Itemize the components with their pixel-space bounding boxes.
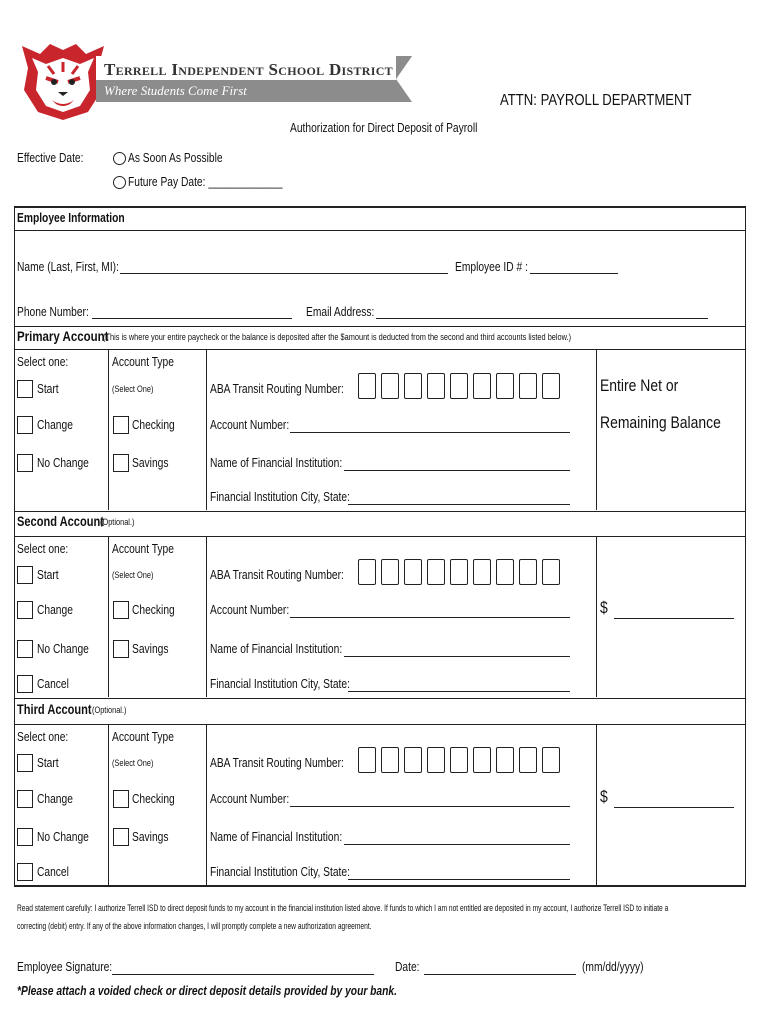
- select-one-paren: (Select One): [112, 758, 154, 768]
- email-label: Email Address:: [306, 305, 375, 319]
- district-name: Terrell Independent School District: [104, 60, 393, 79]
- change-label: Change: [37, 792, 73, 806]
- aba-digit-box[interactable]: [381, 559, 399, 585]
- aba-digit-box[interactable]: [450, 747, 468, 773]
- rule: [14, 724, 746, 725]
- third-no-change-checkbox[interactable]: [17, 828, 33, 846]
- savings-label: Savings: [132, 830, 169, 844]
- second-cancel-checkbox[interactable]: [17, 675, 33, 693]
- second-city-state-field[interactable]: [348, 691, 570, 692]
- start-label: Start: [37, 382, 59, 396]
- second-no-change-checkbox[interactable]: [17, 640, 33, 658]
- second-account-number-field[interactable]: [290, 617, 570, 618]
- rule: [14, 326, 746, 327]
- institution-label: Name of Financial Institution:: [210, 642, 343, 656]
- aba-label: ABA Transit Routing Number:: [210, 756, 344, 770]
- account-type-label: Account Type: [112, 542, 174, 556]
- no-change-label: No Change: [37, 642, 89, 656]
- aba-digit-box[interactable]: [404, 747, 422, 773]
- third-change-checkbox[interactable]: [17, 790, 33, 808]
- aba-digit-box[interactable]: [381, 747, 399, 773]
- select-one-label: Select one:: [17, 542, 69, 556]
- aba-digit-box[interactable]: [542, 559, 560, 585]
- divider: [206, 350, 207, 510]
- primary-start-checkbox[interactable]: [17, 380, 33, 398]
- second-savings-checkbox[interactable]: [113, 640, 129, 658]
- cancel-label: Cancel: [37, 865, 69, 879]
- rule: [14, 885, 746, 887]
- no-change-label: No Change: [37, 456, 89, 470]
- cancel-label: Cancel: [37, 677, 69, 691]
- aba-digit-box[interactable]: [496, 559, 514, 585]
- savings-label: Savings: [132, 456, 169, 470]
- date-label: Date:: [395, 960, 420, 974]
- divider: [206, 537, 207, 697]
- savings-label: Savings: [132, 642, 169, 656]
- district-tagline: Where Students Come First: [104, 83, 247, 98]
- change-label: Change: [37, 603, 73, 617]
- aba-digit-box[interactable]: [427, 559, 445, 585]
- rule: [14, 698, 746, 699]
- aba-digit-box[interactable]: [358, 747, 376, 773]
- divider: [596, 725, 597, 886]
- divider: [596, 350, 597, 510]
- second-institution-field[interactable]: [344, 656, 570, 657]
- second-amount-field[interactable]: [614, 618, 734, 619]
- aba-digit-box[interactable]: [496, 373, 514, 399]
- aba-digit-box[interactable]: [519, 373, 537, 399]
- aba-digit-box[interactable]: [404, 373, 422, 399]
- aba-digit-box[interactable]: [427, 373, 445, 399]
- attach-note: *Please attach a voided check or direct deposit details provided by your bank.: [17, 984, 397, 998]
- primary-no-change-checkbox[interactable]: [17, 454, 33, 472]
- third-savings-checkbox[interactable]: [113, 828, 129, 846]
- divider: [108, 537, 109, 697]
- aba-digit-box[interactable]: [496, 747, 514, 773]
- primary-change-checkbox[interactable]: [17, 416, 33, 434]
- account-number-label: Account Number:: [210, 792, 290, 806]
- start-label: Start: [37, 756, 59, 770]
- third-start-checkbox[interactable]: [17, 754, 33, 772]
- city-state-label: Financial Institution City, State:: [210, 865, 350, 879]
- second-dollar-sign: $: [600, 598, 608, 617]
- aba-digit-box[interactable]: [473, 373, 491, 399]
- asap-label: As Soon As Possible: [128, 151, 223, 165]
- second-checking-checkbox[interactable]: [113, 601, 129, 619]
- aba-digit-box[interactable]: [404, 559, 422, 585]
- signature-label: Employee Signature:: [17, 960, 113, 974]
- statement-line-1: Read statement carefully: I authorize Terrell ISD to direct deposit funds to my account in the financial institution listed above. If funds to which I am not entitled are deposited in my account, I authorize Terrell ISD to initiate a: [17, 903, 669, 913]
- change-label: Change: [37, 418, 73, 432]
- rule: [14, 349, 746, 350]
- institution-label: Name of Financial Institution:: [210, 830, 343, 844]
- select-one-paren: (Select One): [112, 384, 154, 394]
- aba-digit-box[interactable]: [519, 559, 537, 585]
- second-account-note: (Optional.): [100, 517, 135, 527]
- email-field[interactable]: [376, 318, 708, 319]
- effective-date-label: Effective Date:: [17, 151, 84, 165]
- aba-digit-box[interactable]: [450, 559, 468, 585]
- city-state-label: Financial Institution City, State:: [210, 677, 350, 691]
- future-date-label: Future Pay Date: _____________: [128, 175, 283, 189]
- checking-label: Checking: [132, 418, 175, 432]
- primary-institution-field[interactable]: [344, 470, 570, 471]
- account-type-label: Account Type: [112, 730, 174, 744]
- primary-account-number-field[interactable]: [290, 432, 570, 433]
- future-date-radio[interactable]: [113, 176, 126, 189]
- checking-label: Checking: [132, 792, 175, 806]
- tiger-logo: [18, 38, 108, 122]
- attn-heading: ATTN: PAYROLL DEPARTMENT: [500, 92, 692, 109]
- phone-label: Phone Number:: [17, 305, 89, 319]
- aba-digit-box[interactable]: [473, 747, 491, 773]
- third-cancel-checkbox[interactable]: [17, 863, 33, 881]
- rule: [14, 536, 746, 537]
- aba-label: ABA Transit Routing Number:: [210, 382, 344, 396]
- aba-digit-box[interactable]: [473, 559, 491, 585]
- third-account-number-field[interactable]: [290, 806, 570, 807]
- account-number-label: Account Number:: [210, 603, 290, 617]
- rule: [14, 511, 746, 512]
- third-amount-field[interactable]: [614, 807, 734, 808]
- account-type-label: Account Type: [112, 355, 174, 369]
- checking-label: Checking: [132, 603, 175, 617]
- divider: [206, 725, 207, 886]
- select-one-paren: (Select One): [112, 570, 154, 580]
- employee-id-label: Employee ID # :: [455, 260, 528, 274]
- account-number-label: Account Number:: [210, 418, 290, 432]
- no-change-label: No Change: [37, 830, 89, 844]
- second-change-checkbox[interactable]: [17, 601, 33, 619]
- third-dollar-sign: $: [600, 787, 608, 806]
- date-format-label: (mm/dd/yyyy): [582, 960, 644, 974]
- divider: [108, 725, 109, 886]
- asap-radio[interactable]: [113, 152, 126, 165]
- entire-net-label: Entire Net or: [600, 376, 679, 395]
- second-start-checkbox[interactable]: [17, 566, 33, 584]
- primary-checking-checkbox[interactable]: [113, 416, 129, 434]
- aba-label: ABA Transit Routing Number:: [210, 568, 344, 582]
- name-label: Name (Last, First, MI):: [17, 260, 119, 274]
- signature-field[interactable]: [112, 974, 374, 975]
- form-title: Authorization for Direct Deposit of Payroll: [290, 121, 478, 135]
- employee-id-field[interactable]: [530, 273, 618, 274]
- third-account-title: Third Account: [17, 702, 92, 717]
- start-label: Start: [37, 568, 59, 582]
- aba-digit-box[interactable]: [450, 373, 468, 399]
- aba-digit-box[interactable]: [542, 747, 560, 773]
- rule: [14, 230, 746, 231]
- institution-label: Name of Financial Institution:: [210, 456, 343, 470]
- aba-digit-box[interactable]: [381, 373, 399, 399]
- primary-account-note: (This is where your entire paycheck or the balance is deposited after the $amount is deducted from the second and third accounts listed below.): [103, 332, 572, 342]
- aba-digit-box[interactable]: [427, 747, 445, 773]
- primary-city-state-field[interactable]: [348, 504, 570, 505]
- aba-digit-box[interactable]: [358, 373, 376, 399]
- remaining-balance-label: Remaining Balance: [600, 413, 721, 432]
- divider: [596, 537, 597, 697]
- phone-field[interactable]: [92, 318, 292, 319]
- second-account-title: Second Account: [17, 514, 104, 529]
- city-state-label: Financial Institution City, State:: [210, 490, 350, 504]
- aba-digit-box[interactable]: [519, 747, 537, 773]
- aba-digit-box[interactable]: [358, 559, 376, 585]
- statement-line-2: correcting (debit) entry. If any of the above information changes, I will promptly complete a new authorization agreement.: [17, 921, 372, 931]
- rule: [14, 206, 746, 208]
- employee-section-title: Employee Information: [17, 211, 125, 225]
- name-field[interactable]: [120, 273, 448, 274]
- select-one-label: Select one:: [17, 730, 69, 744]
- third-checking-checkbox[interactable]: [113, 790, 129, 808]
- divider: [108, 350, 109, 510]
- aba-digit-box[interactable]: [542, 373, 560, 399]
- primary-savings-checkbox[interactable]: [113, 454, 129, 472]
- third-account-note: (Optional.): [92, 705, 127, 715]
- third-city-state-field[interactable]: [348, 879, 570, 880]
- primary-account-title: Primary Account: [17, 328, 109, 344]
- select-one-label: Select one:: [17, 355, 69, 369]
- third-institution-field[interactable]: [344, 844, 570, 845]
- date-field[interactable]: [424, 974, 576, 975]
